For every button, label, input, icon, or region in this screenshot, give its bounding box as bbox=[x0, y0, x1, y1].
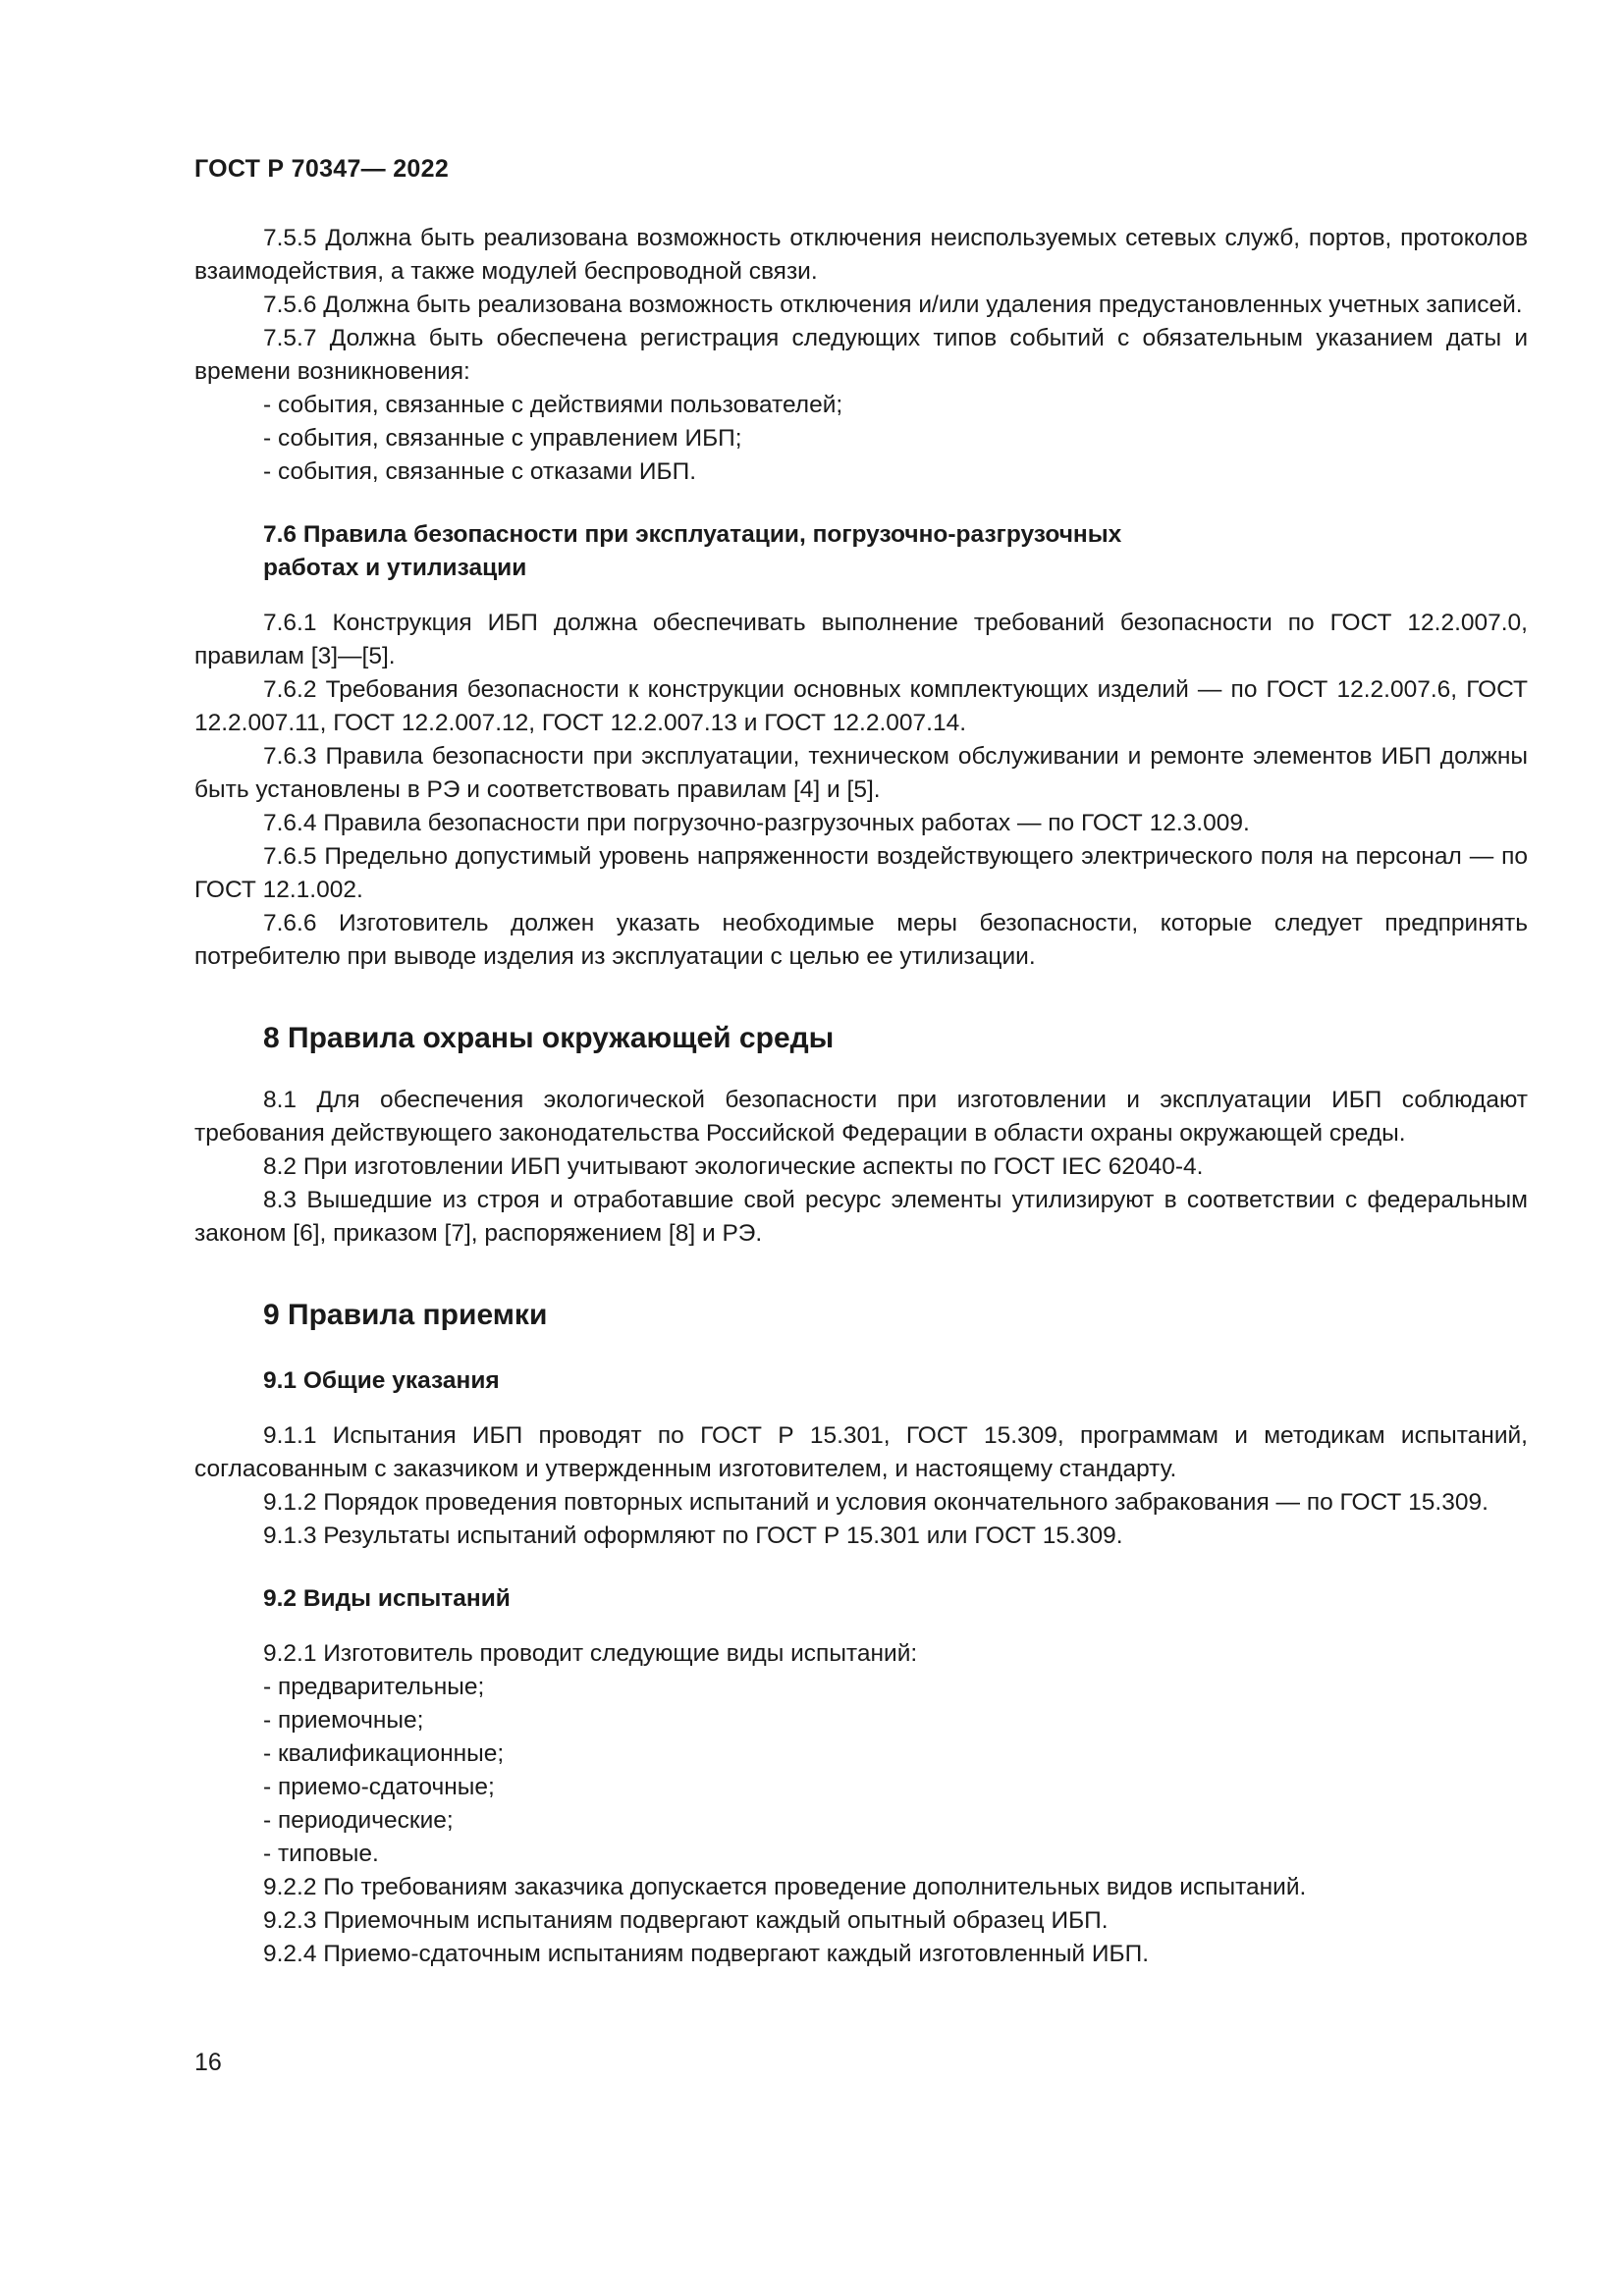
paragraph-9-1-3: 9.1.3 Результаты испытаний оформляют по ГОСТ Р 15.301 или ГОСТ 15.309. bbox=[263, 1522, 1123, 1549]
list-item: - типовые. bbox=[263, 1841, 379, 1867]
page-number: 16 bbox=[194, 2049, 222, 2076]
section-heading-8: 8 Правила охраны окружающей среды bbox=[263, 1022, 835, 1054]
list-item: - события, связанные с отказами ИБП. bbox=[263, 458, 697, 485]
paragraph-7-6-1: 7.6.1 Конструкция ИБП должна обеспечивать выполнение требований безопасности по ГОСТ 12.2.007.0, правилам [3]—[5]. bbox=[194, 610, 1528, 669]
paragraph-8-3: 8.3 Вышедшие из строя и отработавшие свой ресурс элементы утилизируют в соответствии с федеральным законом [6], приказом [7], распоряжением [8] и РЭ. bbox=[194, 1187, 1528, 1247]
paragraph-7-6-2: 7.6.2 Требования безопасности к конструкции основных комплектующих изделий — по ГОСТ 12.2.007.6, ГОСТ 12.2.007.11, ГОСТ 12.2.007.12, ГОСТ 12.2.007.13 и ГОСТ 12.2.007.14. bbox=[194, 676, 1528, 736]
paragraph-7-5-6: 7.5.6 Должна быть реализована возможность отключения и/или удаления предустановленных учетных записей. bbox=[263, 292, 1523, 318]
section-heading-9: 9 Правила приемки bbox=[263, 1299, 548, 1331]
subsection-heading-9-2: 9.2 Виды испытаний bbox=[263, 1585, 511, 1612]
subsection-heading-9-1: 9.1 Общие указания bbox=[263, 1367, 500, 1394]
paragraph-7-5-5: 7.5.5 Должна быть реализована возможность отключения неиспользуемых сетевых служб, портов, протоколов взаимодействия, а также модулей беспроводной связи. bbox=[194, 225, 1528, 285]
list-item: - приемочные; bbox=[263, 1707, 424, 1734]
paragraph-9-2-1: 9.2.1 Изготовитель проводит следующие виды испытаний: bbox=[263, 1640, 918, 1667]
paragraph-7-6-6: 7.6.6 Изготовитель должен указать необходимые меры безопасности, которые следует предпринять потребителю при выводе изделия из эксплуатации с целью ее утилизации. bbox=[194, 910, 1528, 970]
paragraph-9-2-2: 9.2.2 По требованиям заказчика допускается проведение дополнительных видов испытаний. bbox=[263, 1874, 1307, 1900]
paragraph-8-1: 8.1 Для обеспечения экологической безопасности при изготовлении и эксплуатации ИБП соблюдают требования действующего законодательства Российской Федерации в области охраны окружающей среды. bbox=[194, 1087, 1528, 1147]
paragraph-7-5-7: 7.5.7 Должна быть обеспечена регистрация следующих типов событий с обязательным указанием даты и времени возникновения: bbox=[194, 325, 1528, 385]
list-item: - периодические; bbox=[263, 1807, 454, 1834]
paragraph-7-6-4: 7.6.4 Правила безопасности при погрузочно-разгрузочных работах — по ГОСТ 12.3.009. bbox=[263, 810, 1250, 836]
paragraph-9-1-2: 9.1.2 Порядок проведения повторных испытаний и условия окончательного забракования — по ГОСТ 15.309. bbox=[263, 1489, 1489, 1516]
paragraph-9-2-4: 9.2.4 Приемо-сдаточным испытаниям подвергают каждый изготовленный ИБП. bbox=[263, 1941, 1150, 1967]
list-item: - предварительные; bbox=[263, 1674, 485, 1700]
list-item: - события, связанные с действиями пользователей; bbox=[263, 392, 843, 418]
paragraph-7-6-5: 7.6.5 Предельно допустимый уровень напряженности воздействующего электрического поля на персонал — по ГОСТ 12.1.002. bbox=[194, 843, 1528, 903]
paragraph-9-2-3: 9.2.3 Приемочным испытаниям подвергают каждый опытный образец ИБП. bbox=[263, 1907, 1109, 1934]
list-item: - квалификационные; bbox=[263, 1740, 505, 1767]
paragraph-8-2: 8.2 При изготовлении ИБП учитывают экологические аспекты по ГОСТ IEC 62040-4. bbox=[263, 1153, 1204, 1180]
document-header: ГОСТ Р 70347— 2022 bbox=[194, 155, 450, 183]
subsection-heading-7-6: 7.6 Правила безопасности при эксплуатации, погрузочно-разгрузочных работах и утилизации bbox=[263, 521, 1122, 581]
paragraph-9-1-1: 9.1.1 Испытания ИБП проводят по ГОСТ Р 15.301, ГОСТ 15.309, программам и методикам испытаний, согласованным с заказчиком и утвержденным изготовителем, и настоящему стандарту. bbox=[194, 1422, 1528, 1482]
document-body bbox=[194, 222, 1528, 1971]
list-item: - события, связанные с управлением ИБП; bbox=[263, 425, 742, 452]
list-item: - приемо-сдаточные; bbox=[263, 1774, 495, 1800]
paragraph-7-6-3: 7.6.3 Правила безопасности при эксплуатации, техническом обслуживании и ремонте элементов ИБП должны быть установлены в РЭ и соответствовать правилам [4] и [5]. bbox=[194, 743, 1528, 803]
